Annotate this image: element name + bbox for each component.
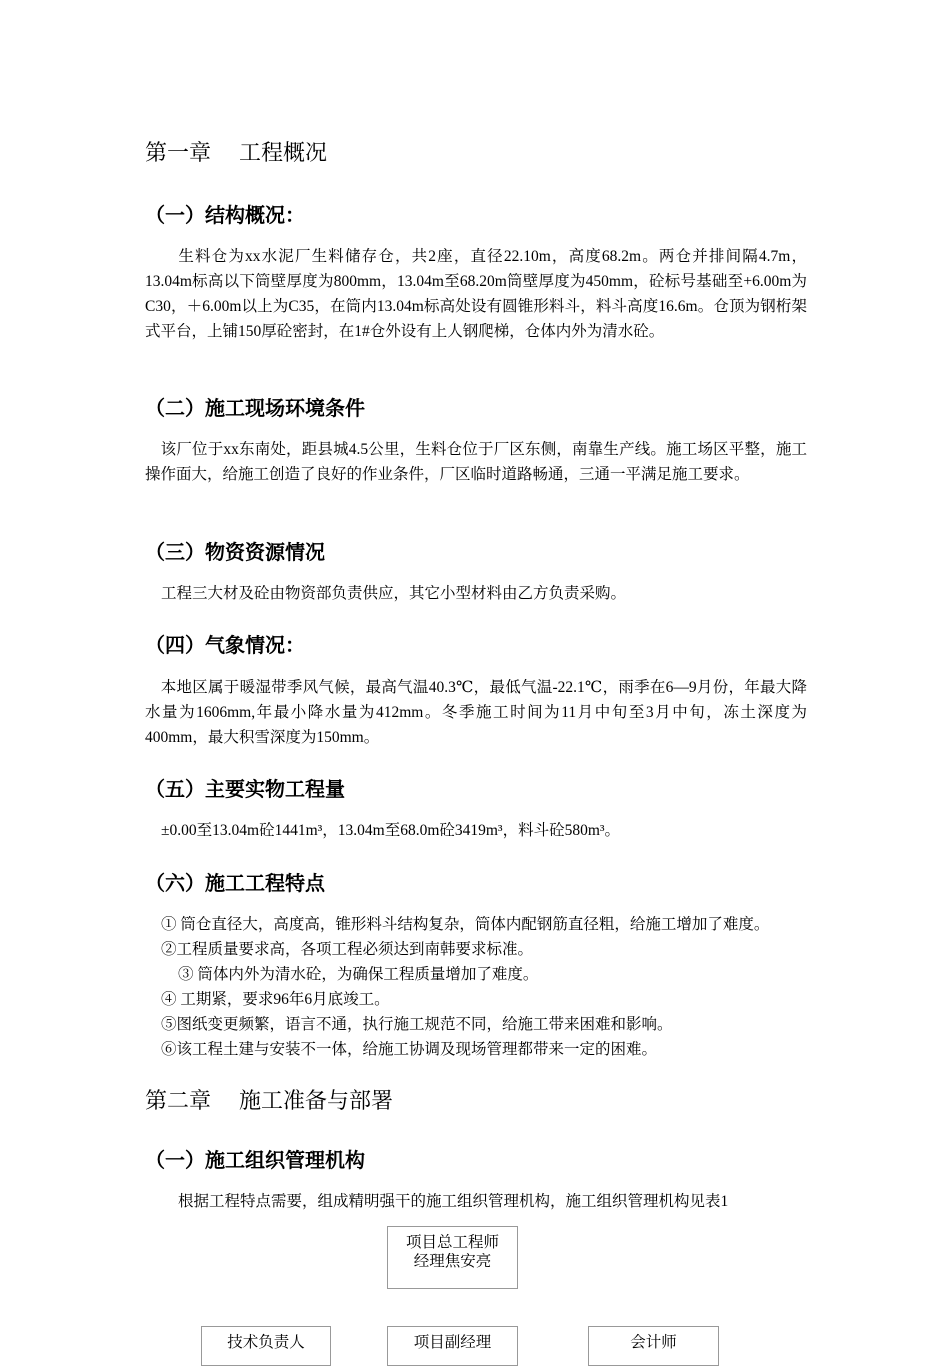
features-item-4: ④ 工期紧，要求96年6月底竣工。 — [161, 991, 390, 1008]
section-org-text: 根据工程特点需要，组成精明强干的施工组织管理机构，施工组织管理机构见表1 — [178, 1193, 729, 1210]
section-quantities-text: ±0.00至13.04m砼1441m³，13.04m至68.0m砼3419m³，料斗砼580m³。 — [161, 822, 621, 839]
section-site-text: 该厂位于xx东南处，距县城4.5公里，生料仓位于厂区东侧，南靠生产线。施工场区平整，施工操作面大，给施工创造了良好的作业条件，厂区临时道路畅通，三通一平满足施工要求。 — [145, 441, 807, 483]
org-box-deputy-manager — [387, 1326, 518, 1366]
section-quantities-heading: （五）主要实物工程量 — [145, 777, 345, 801]
features-item-6: ⑥该工程土建与安装不一体，给施工协调及现场管理都带来一定的困难。 — [161, 1041, 658, 1058]
org-box-technical-lead — [201, 1326, 331, 1366]
org-box-deputy-manager-line1: 项目副经理 — [413, 1334, 492, 1351]
section-weather-heading: （四）气象情况： — [145, 633, 305, 657]
org-box-accountant-line1: 会计师 — [630, 1334, 677, 1351]
org-box-project-manager-line1: 项目总工程师 — [405, 1234, 499, 1251]
org-box-technical-lead-line1: 技术负责人 — [227, 1334, 305, 1351]
section-weather-text: 本地区属于暖湿带季风气候，最高气温40.3℃，最低气温-22.1℃，雨季在6—9月份，年最大降水量为1606mm,年最小降水量为412mm。冬季施工时间为11月中旬至3月中旬，冻土深度为400mm，最大积雪深度为150mm。 — [145, 679, 807, 746]
chapter-2-title: 第二章 施工准备与部署 — [145, 1089, 393, 1114]
section-materials-heading: （三）物资资源情况 — [145, 540, 325, 564]
features-item-2: ②工程质量要求高，各项工程必须达到南韩要求标准。 — [161, 941, 534, 958]
section-site-heading: （二）施工现场环境条件 — [145, 396, 365, 420]
section-structure-text: 生料仓为xx水泥厂生料储存仓，共2座，直径22.10m，高度68.2m。两仓并排间隔4.7m，13.04m标高以下筒壁厚度为800mm，13.04m至68.20m筒壁厚度为450mm，砼标号基础至+6.00m为C30，＋6.00m以上为C35，在筒内13.04m标高处设有圆锥形料斗，料斗高度16.6m。仓顶为钢桁架式平台，上铺150厚砼密封，在1#仓外设有上人钢爬梯，仓体内外为清水砼。 — [145, 248, 807, 340]
org-box-project-manager-line2: 经理焦安亮 — [413, 1253, 492, 1270]
org-box-project-manager — [387, 1226, 518, 1289]
chapter-1-title: 第一章 工程概况 — [145, 141, 327, 166]
features-item-1: ① 筒仓直径大，高度高，锥形料斗结构复杂，筒体内配钢筋直径粗，给施工增加了难度。 — [161, 916, 770, 933]
section-structure-heading: （一）结构概况： — [145, 203, 305, 227]
section-materials-text: 工程三大材及砼由物资部负责供应，其它小型材料由乙方负责采购。 — [161, 585, 627, 602]
section-features-heading: （六）施工工程特点 — [145, 871, 325, 895]
section-org-heading: （一）施工组织管理机构 — [145, 1148, 365, 1172]
org-box-accountant — [588, 1326, 719, 1366]
features-item-3: ③ 筒体内外为清水砼，为确保工程质量增加了难度。 — [178, 966, 539, 983]
features-item-5: ⑤图纸变更频繁，语言不通，执行施工规范不同，给施工带来困难和影响。 — [161, 1016, 673, 1033]
